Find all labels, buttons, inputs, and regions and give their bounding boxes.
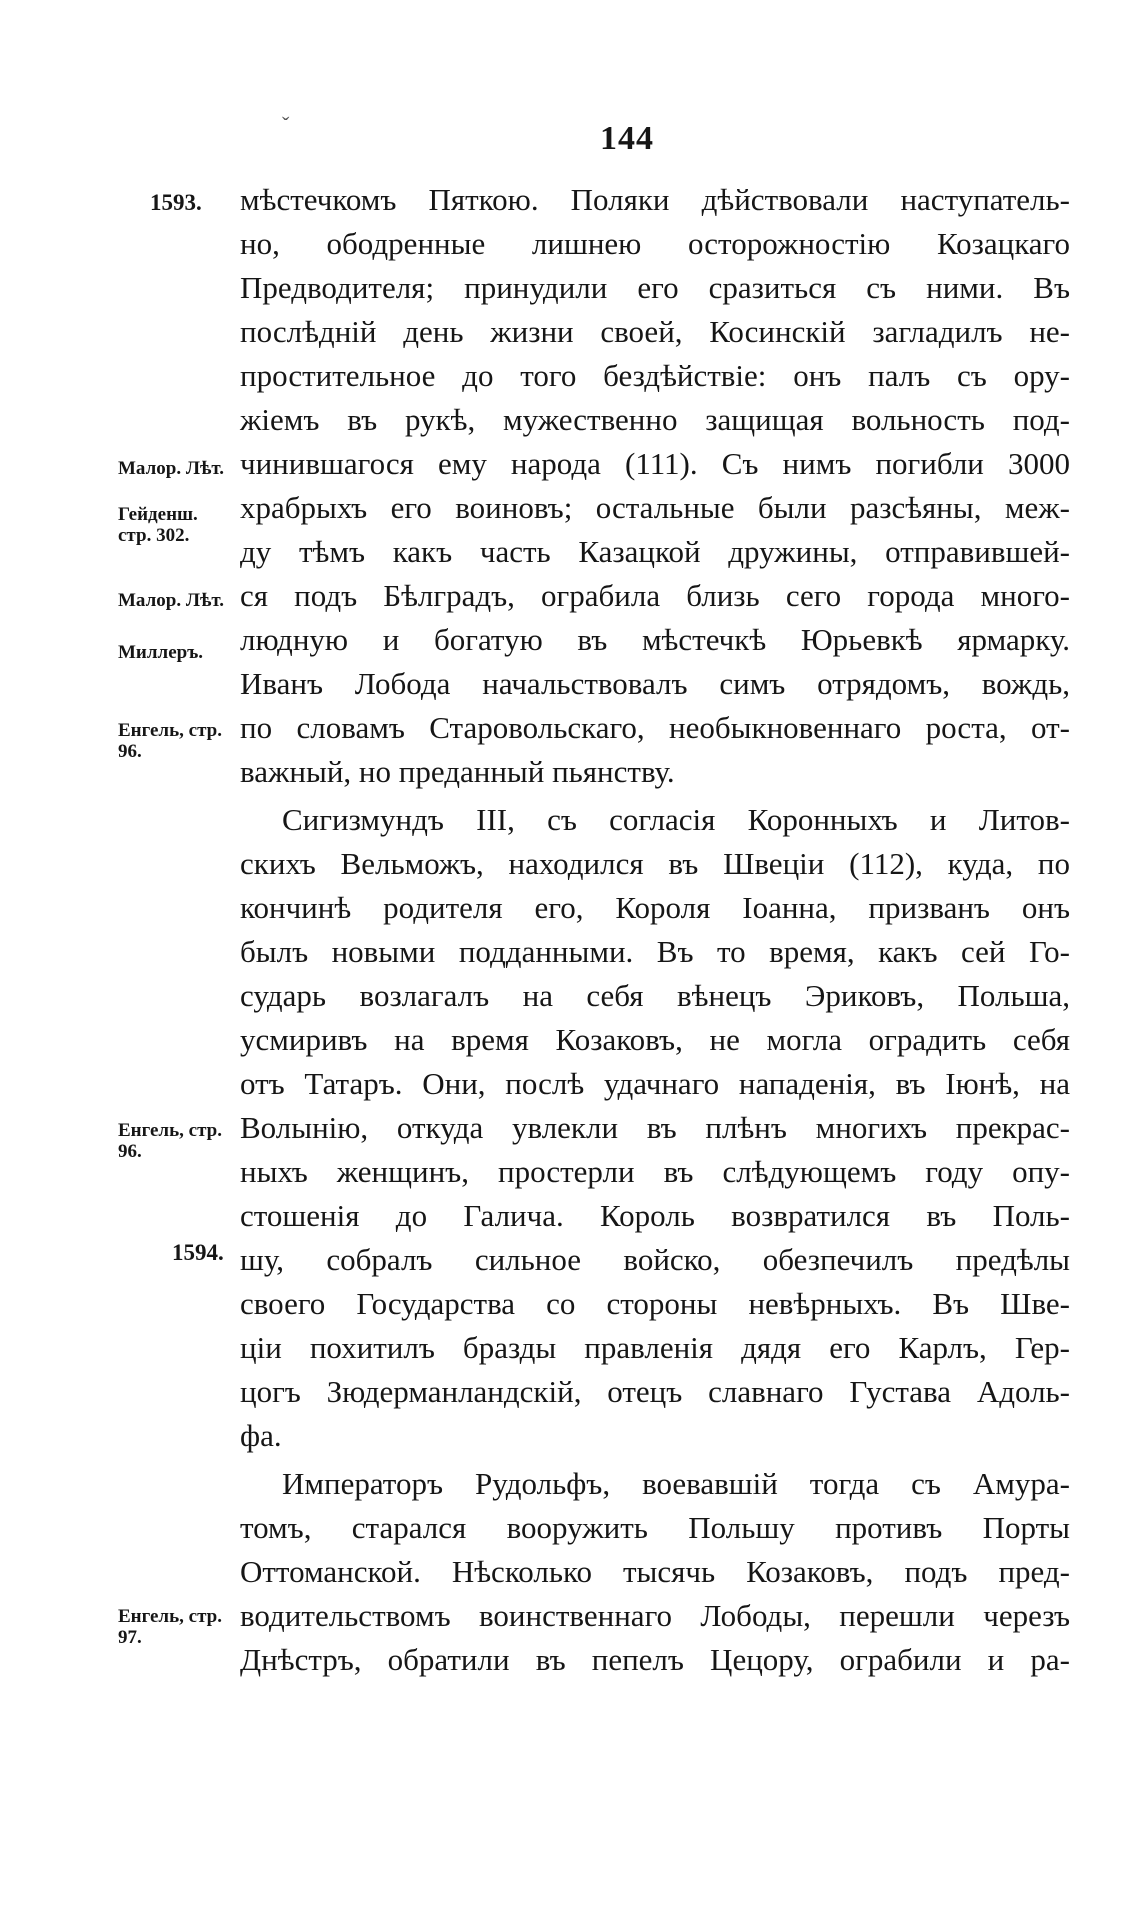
text-line: храбрыхъ его воиновъ; остальные были разсѣяны, меж- <box>240 490 1070 525</box>
paragraph-start: Сигизмундъ III, съ согласія Коронныхъ и Литов- <box>282 802 1070 837</box>
text-line: ныхъ женщинъ, простерли въ слѣдующемъ году опу- <box>240 1154 1070 1189</box>
text-line: важный, но преданный пьянству. <box>240 754 675 789</box>
text-line: простительное до того бездѣйствіе: онъ палъ съ ору- <box>240 358 1070 393</box>
text-line: Оттоманской. Нѣсколько тысячь Козаковъ, подъ пред- <box>240 1554 1070 1589</box>
margin-note: Гейденш. стр. 302. <box>118 504 198 546</box>
text-line: отъ Татаръ. Они, послѣ удачнаго нападенія, въ Іюнѣ, на <box>240 1066 1070 1101</box>
text-line: фа. <box>240 1418 282 1453</box>
text-line: чинившагося ему народа (111). Съ нимъ погибли 3000 <box>240 446 1070 481</box>
margin-note: Енгель, стр. 96. <box>118 720 222 762</box>
text-line: кончинѣ родителя его, Короля Іоанна, призванъ онъ <box>240 890 1070 925</box>
text-line: водительствомъ воинственнаго Лободы, перешли черезъ <box>240 1598 1070 1633</box>
text-line: Днѣстръ, обратили въ пепелъ Цецору, ограбили и ра- <box>240 1642 1070 1677</box>
text-line: Иванъ Лобода начальствовалъ симъ отрядомъ, вождь, <box>240 666 1070 701</box>
text-line: стошенія до Галича. Король возвратился въ Поль- <box>240 1198 1070 1233</box>
margin-note: Енгель, стр. 96. <box>118 1120 222 1162</box>
text-line: скихъ Вельможъ, находился въ Швеціи (112), куда, по <box>240 846 1070 881</box>
text-line: ду тѣмъ какъ часть Казацкой дружины, отправившей- <box>240 534 1070 569</box>
margin-year: 1593. <box>150 190 202 215</box>
text-line: людную и богатую въ мѣстечкѣ Юрьевкѣ ярмарку. <box>240 622 1070 657</box>
margin-note: Малор. Лѣт. <box>118 590 225 611</box>
paragraph-start: Императоръ Рудольфъ, воевавшій тогда съ Амура- <box>282 1466 1070 1501</box>
text-line: усмиривъ на время Козаковъ, не могла оградить себя <box>240 1022 1070 1057</box>
text-line: былъ новыми подданными. Въ то время, какъ сей Го- <box>240 934 1070 969</box>
page-number: 144 <box>600 120 654 157</box>
text-line: жіемъ въ рукѣ, мужественно защищая вольность под- <box>240 402 1070 437</box>
margin-note: Малор. Лѣт. <box>118 458 225 479</box>
text-line: Предводителя; принудили его сразиться съ ними. Въ <box>240 270 1070 305</box>
text-line: по словамъ Старовольскаго, необыкновеннаго роста, от- <box>240 710 1070 745</box>
text-line: Волынію, откуда увлекли въ плѣнъ многихъ прекрас- <box>240 1110 1070 1145</box>
scan-mark: ˇ <box>282 112 290 137</box>
text-line: цогъ Зюдерманландскій, отецъ славнаго Густава Адоль- <box>240 1374 1070 1409</box>
text-line: но, ободренные лишнею осторожностію Козацкаго <box>240 226 1070 261</box>
margin-year: 1594. <box>172 1240 224 1265</box>
text-line: послѣдній день жизни своей, Косинскій загладилъ не- <box>240 314 1070 349</box>
text-line: своего Государства со стороны невѣрныхъ. Въ Шве- <box>240 1286 1070 1321</box>
text-line: томъ, старался вооружить Польшу противъ Порты <box>240 1510 1070 1545</box>
margin-note: Енгель, стр. 97. <box>118 1606 222 1648</box>
text-line: шу, собралъ сильное войско, обезпечилъ предѣлы <box>240 1242 1070 1277</box>
margin-note: Миллеръ. <box>118 642 204 663</box>
text-line: ціи похитилъ бразды правленія дядя его Карлъ, Гер- <box>240 1330 1070 1365</box>
text-line: сударь возлагалъ на себя вѣнецъ Эриковъ, Польша, <box>240 978 1070 1013</box>
text-line: ся подъ Бѣлградъ, ограбила близь сего города много- <box>240 578 1070 613</box>
text-line: мѣстечкомъ Пяткою. Поляки дѣйствовали наступатель- <box>240 182 1070 217</box>
